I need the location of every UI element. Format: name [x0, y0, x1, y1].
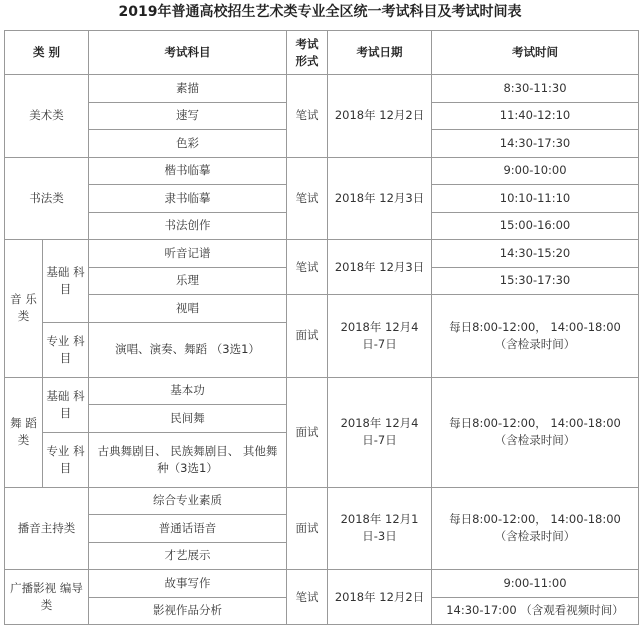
time-cell: 15:30-17:30 [432, 267, 639, 295]
date-cell: 2018年 12月4日-7日 [328, 295, 432, 378]
table-row [5, 295, 639, 323]
subject-cell: 民间舞 [89, 405, 287, 433]
date-cell: 2018年 12月3日 [328, 157, 432, 240]
subject-cell: 素描 [89, 75, 287, 103]
exam-schedule-table [4, 30, 639, 625]
form-cell: 笔试 [287, 240, 328, 295]
category-cell: 播音主持类 [5, 487, 89, 570]
subject-cell: 听音记谱 [89, 240, 287, 268]
subject-cell: 楷书临摹 [89, 157, 287, 185]
date-cell: 2018年 12月3日 [328, 240, 432, 295]
form-cell: 面试 [287, 377, 328, 487]
table-row [5, 487, 639, 515]
header-form: 考试 形式 [287, 31, 328, 75]
subject-cell: 视唱 [89, 295, 287, 323]
subject-cell: 速写 [89, 102, 287, 130]
subject-cell: 隶书临摹 [89, 185, 287, 213]
date-cell: 2018年 12月4日-7日 [328, 377, 432, 487]
time-cell: 15:00-16:00 [432, 212, 639, 240]
category-cell: 音 乐 类 [5, 240, 43, 378]
table-row [5, 75, 639, 103]
category-cell: 书法类 [5, 157, 89, 240]
form-cell: 笔试 [287, 570, 328, 625]
form-cell: 笔试 [287, 157, 328, 240]
time-cell: 10:10-11:10 [432, 185, 639, 213]
subcategory-cell: 专业 科目 [43, 322, 89, 377]
table-row [5, 377, 639, 405]
time-cell: 14:30-17:00 （含观看视频时间） [432, 597, 639, 625]
header-time: 考试时间 [432, 31, 639, 75]
time-cell: 9:00-10:00 [432, 157, 639, 185]
time-cell: 14:30-15:20 [432, 240, 639, 268]
subject-cell: 乐理 [89, 267, 287, 295]
time-cell: 14:30-17:30 [432, 130, 639, 158]
subject-cell: 色彩 [89, 130, 287, 158]
table-row [5, 570, 639, 598]
header-date: 考试日期 [328, 31, 432, 75]
time-cell: 每日8:00-12:00， 14:00-18:00 （含检录时间） [432, 487, 639, 570]
subject-cell: 普通话语音 [89, 515, 287, 543]
table-row [5, 240, 639, 268]
subcategory-cell: 基础 科目 [43, 377, 89, 432]
table-header-row [5, 31, 639, 75]
subject-cell: 故事写作 [89, 570, 287, 598]
subject-cell: 才艺展示 [89, 542, 287, 570]
subcategory-cell: 基础 科目 [43, 240, 89, 323]
date-cell: 2018年 12月1日-3日 [328, 487, 432, 570]
time-cell: 9:00-11:00 [432, 570, 639, 598]
subject-cell: 影视作品分析 [89, 597, 287, 625]
subject-cell: 演唱、演奏、舞蹈 （3选1） [89, 322, 287, 377]
form-cell: 面试 [287, 487, 328, 570]
subject-cell: 基本功 [89, 377, 287, 405]
time-cell: 每日8:00-12:00， 14:00-18:00 （含检录时间） [432, 295, 639, 378]
time-cell: 8:30-11:30 [432, 75, 639, 103]
subject-cell: 书法创作 [89, 212, 287, 240]
page-title: 2019年普通高校招生艺术类专业全区统一考试科目及考试时间表 [118, 4, 522, 20]
category-cell: 广播影视 编导类 [5, 570, 89, 625]
subcategory-cell: 专业 科目 [43, 432, 89, 487]
form-cell: 面试 [287, 295, 328, 378]
date-cell: 2018年 12月2日 [328, 570, 432, 625]
table-row [5, 157, 639, 185]
subject-cell: 综合专业素质 [89, 487, 287, 515]
category-cell: 美术类 [5, 75, 89, 158]
time-cell: 11:40-12:10 [432, 102, 639, 130]
subject-cell: 古典舞剧目、 民族舞剧目、 其他舞种（3选1） [89, 432, 287, 487]
header-subject: 考试科目 [89, 31, 287, 75]
category-cell: 舞 蹈 类 [5, 377, 43, 487]
form-cell: 笔试 [287, 75, 328, 158]
header-category: 类 别 [5, 31, 89, 75]
date-cell: 2018年 12月2日 [328, 75, 432, 158]
time-cell: 每日8:00-12:00， 14:00-18:00 （含检录时间） [432, 377, 639, 487]
